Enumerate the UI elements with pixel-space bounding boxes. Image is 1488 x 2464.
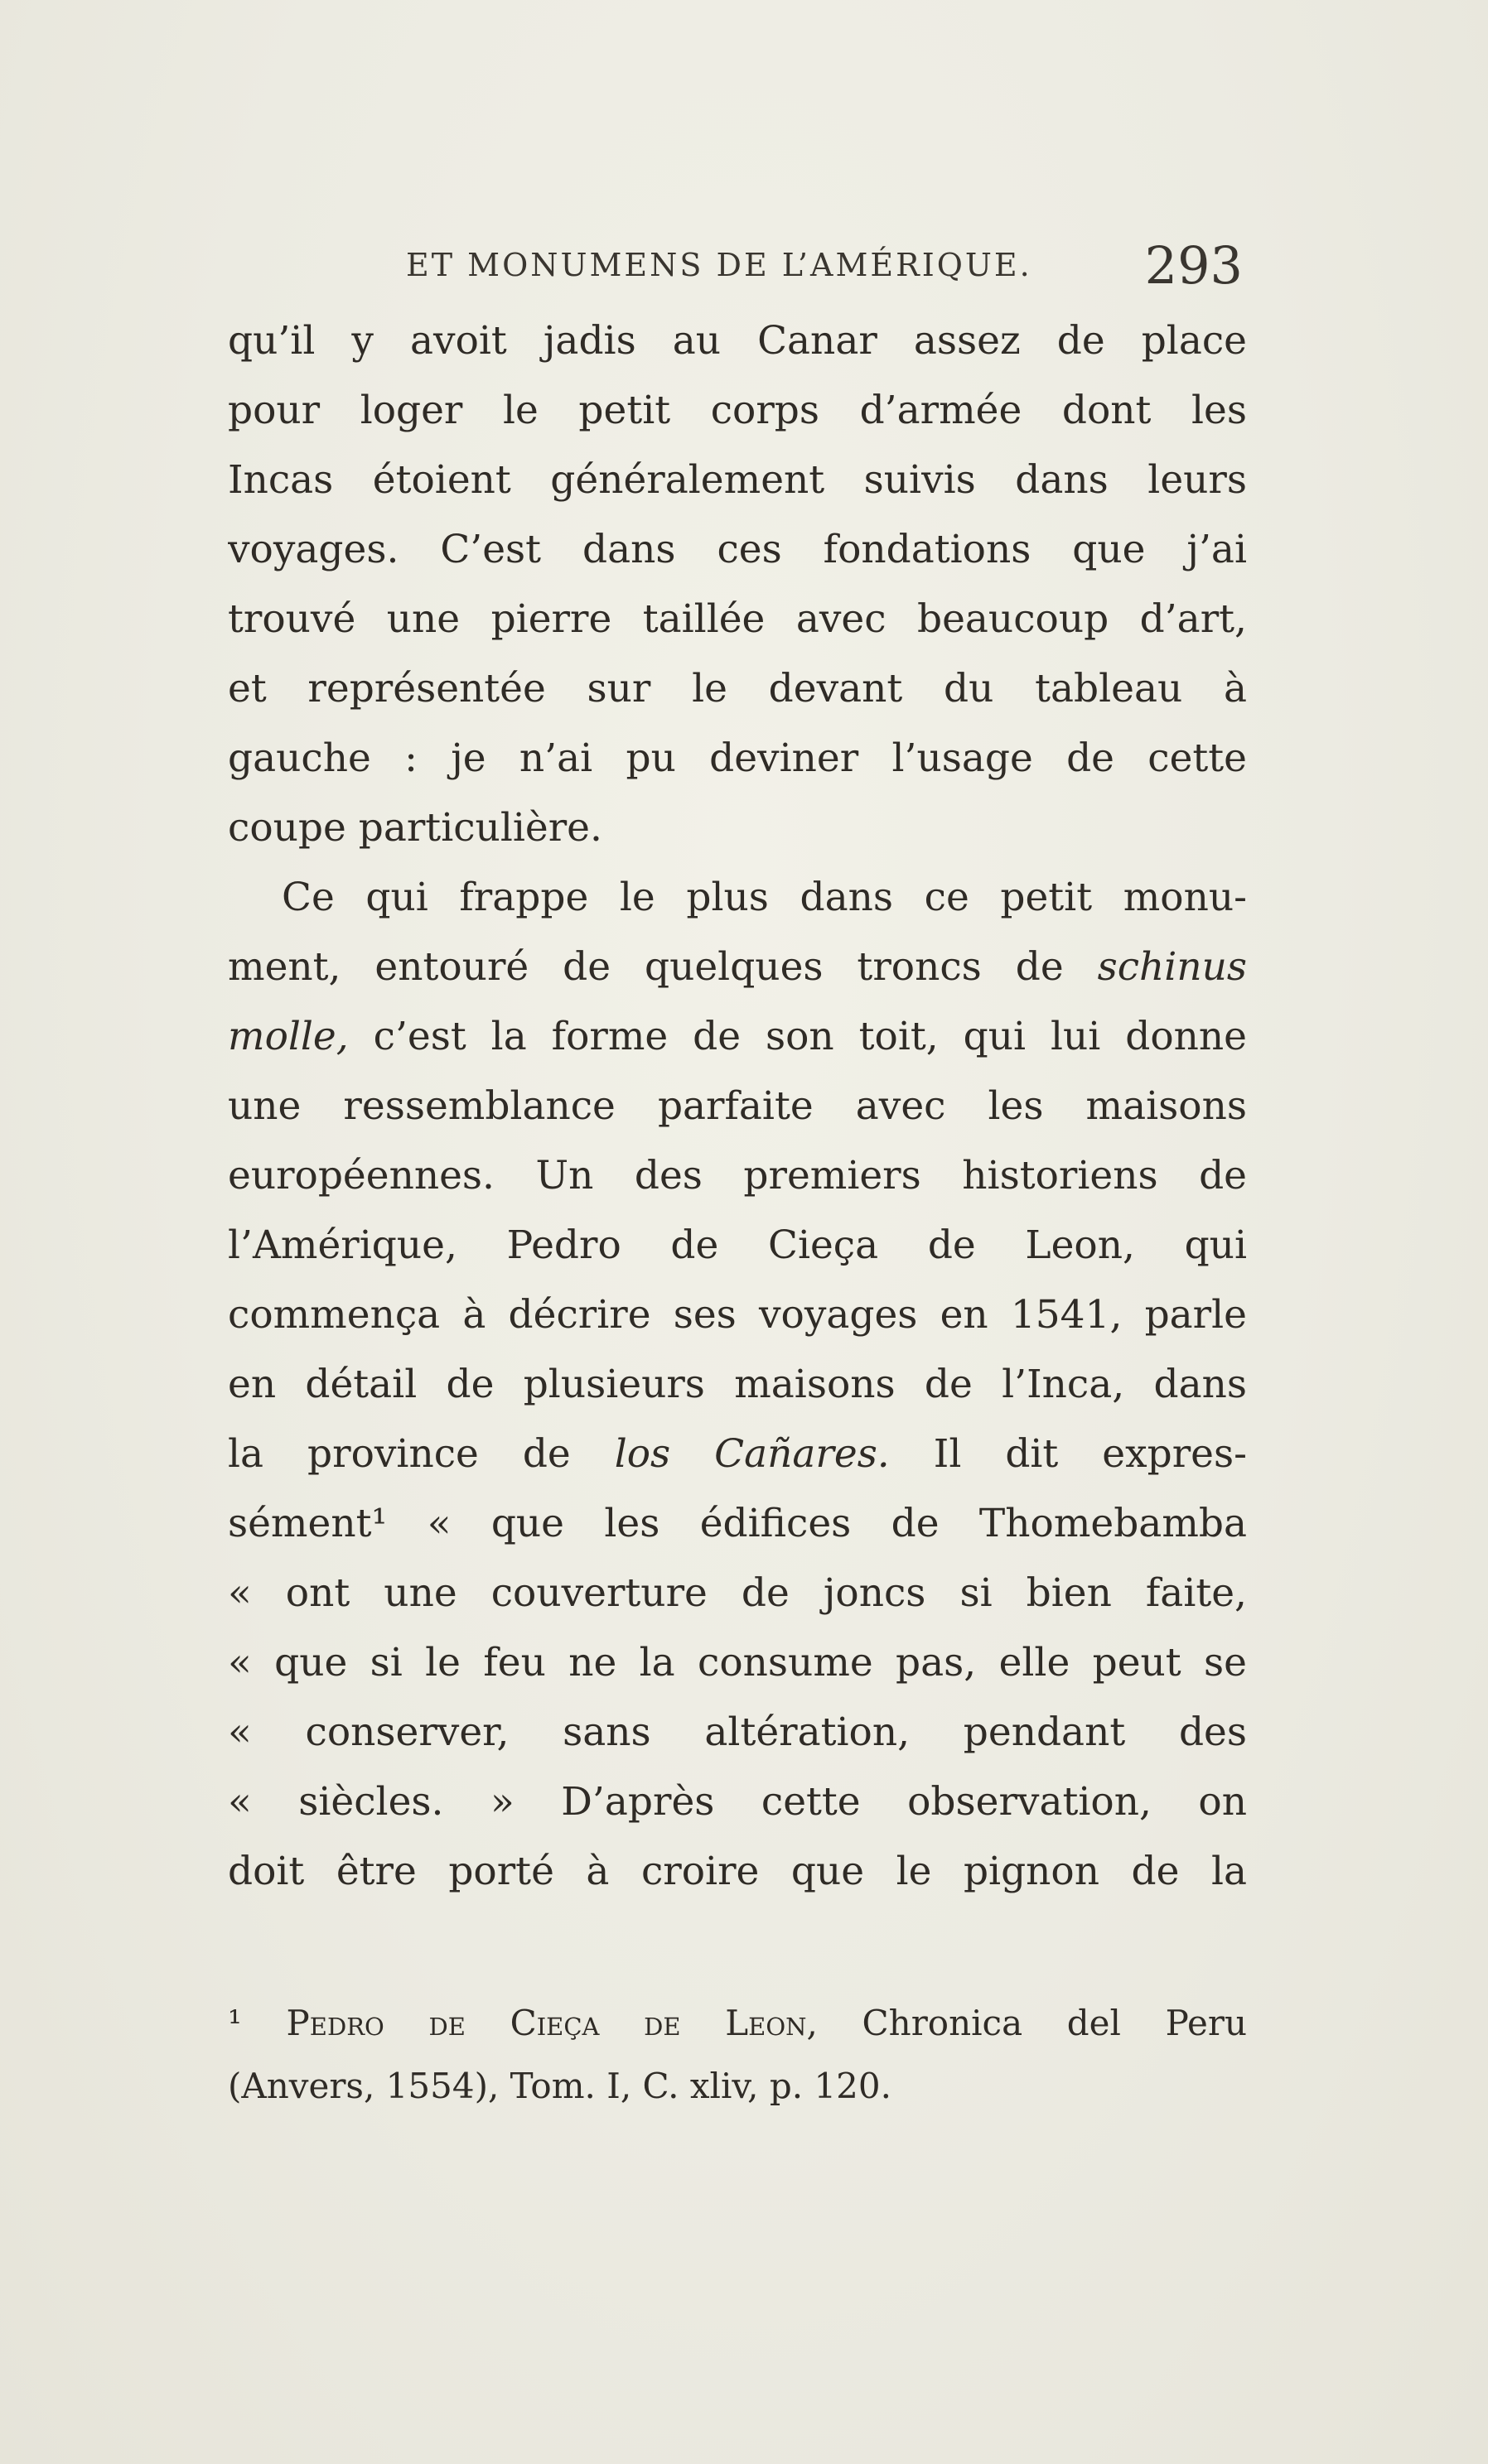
text-line: coupe particulière. xyxy=(228,805,602,851)
footnote-marker: ¹ xyxy=(228,2003,242,2043)
text-line: sément¹ « que les édifices de Thomebamba xyxy=(228,1501,1247,1546)
text-line: « conserver, sans altération, pendant des xyxy=(228,1709,1247,1755)
text-line: « ont une couverture de joncs si bien faite, xyxy=(228,1570,1247,1616)
footnote-author: Pedro de Cieça de Leon, xyxy=(286,2003,818,2043)
text-line xyxy=(228,933,1247,1002)
text-line: l’Amérique, Pedro de Cieça de Leon, qui xyxy=(228,1222,1247,1268)
running-title: ET MONUMENS DE L’AMÉRIQUE. xyxy=(406,247,1032,283)
line-text: ment, entouré de quelques troncs de xyxy=(228,944,1064,990)
text-line: qu’il y avoit jadis au Canar assez de place xyxy=(228,318,1247,364)
text-line: gauche : je n’ai pu deviner l’usage de cette xyxy=(228,735,1247,781)
footnote-line: (Anvers, 1554), Tom. I, C. xliv, p. 120. xyxy=(228,2066,891,2106)
footnote-title: Chronica del Peru xyxy=(862,2003,1247,2043)
text-line: commença à décrire ses voyages en 1541, parle xyxy=(228,1292,1247,1338)
line-text: Il dit expres- xyxy=(933,1431,1247,1477)
text-line: et représentée sur le devant du tableau à xyxy=(228,666,1247,711)
text-line: « siècles. » D’après cette observation, on xyxy=(228,1779,1247,1825)
italic-term: molle, xyxy=(228,1014,349,1059)
page-number: 293 xyxy=(1144,235,1243,296)
text-line: européennes. Un des premiers historiens de xyxy=(228,1153,1247,1198)
text-line: trouvé une pierre taillée avec beaucoup d’art, xyxy=(228,596,1247,642)
page-header xyxy=(406,235,1243,306)
text-line: Ce qui frappe le plus dans ce petit monu- xyxy=(282,875,1247,920)
text-line: pour loger le petit corps d’armée dont les xyxy=(228,388,1247,433)
text-line: en détail de plusieurs maisons de l’Inca, dans xyxy=(228,1362,1247,1407)
italic-term: schinus xyxy=(1097,944,1247,990)
line-text: la province de xyxy=(228,1431,571,1477)
text-line: doit être porté à croire que le pignon de la xyxy=(228,1849,1247,1894)
text-line: « que si le feu ne la consume pas, elle peut se xyxy=(228,1640,1247,1685)
text-line: Incas étoient généralement suivis dans leurs xyxy=(228,457,1247,503)
italic-term: los Cañares. xyxy=(614,1431,890,1477)
line-text: c’est la forme de son toit, qui lui donne xyxy=(373,1014,1247,1059)
text-line: voyages. C’est dans ces fondations que j’ai xyxy=(228,527,1247,572)
text-line xyxy=(228,1420,1247,1489)
footnote-line xyxy=(228,1992,1247,2055)
text-line xyxy=(228,1002,1247,1072)
text-line: une ressemblance parfaite avec les maisons xyxy=(228,1083,1247,1129)
